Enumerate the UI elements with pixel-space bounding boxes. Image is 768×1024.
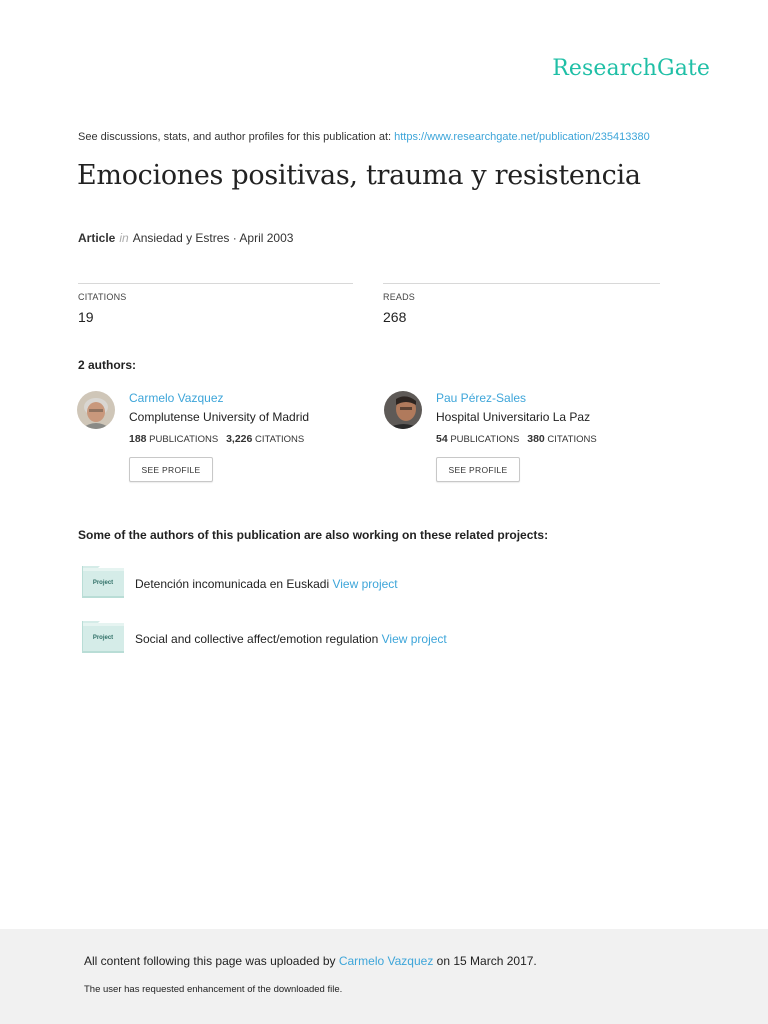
view-project-link[interactable]: View project	[381, 632, 447, 646]
project-title-text: Detención incomunicada en Euskadi	[135, 577, 330, 591]
author-citations-label: CITATIONS	[547, 434, 597, 445]
publication-type: Article	[78, 231, 116, 245]
author-card	[77, 391, 367, 491]
discussion-line	[78, 131, 650, 143]
author-institution: Hospital Universitario La Paz	[436, 410, 591, 424]
publications-label: PUBLICATIONS	[149, 434, 219, 445]
project-icon-label: Project	[92, 580, 114, 586]
citations-label: CITATIONS	[78, 292, 127, 302]
publication-url-link[interactable]: https://www.researchgate.net/publication/235413380	[394, 131, 650, 143]
citations-divider	[78, 283, 353, 284]
see-profile-button[interactable]: SEE PROFILE	[436, 457, 520, 482]
author-avatar[interactable]	[384, 391, 422, 429]
author-citations-count: 3,226	[226, 433, 253, 445]
reads-value: 268	[383, 309, 407, 325]
publication-meta	[78, 231, 293, 245]
view-project-link[interactable]: View project	[332, 577, 398, 591]
upload-prefix: All content following this page was uploaded by	[84, 954, 339, 968]
enhancement-note: The user has requested enhancement of the downloaded file.	[84, 984, 343, 995]
project-item	[82, 621, 682, 655]
author-stats	[129, 433, 304, 445]
author-card	[384, 391, 674, 491]
author-avatar[interactable]	[77, 391, 115, 429]
discussion-text: See discussions, stats, and author profiles for this publication at:	[78, 131, 395, 143]
author-name-link[interactable]: Pau Pérez-Sales	[436, 391, 527, 405]
upload-suffix: on 15 March 2017.	[433, 954, 537, 968]
author-institution: Complutense University of Madrid	[129, 410, 310, 424]
author-name-link[interactable]: Carmelo Vazquez	[129, 391, 224, 405]
project-folder-icon	[82, 621, 124, 653]
related-projects-heading: Some of the authors of this publication are also working on these related projects:	[78, 528, 549, 542]
footer-panel	[0, 929, 768, 1024]
researchgate-logo[interactable]: ResearchGate	[552, 56, 710, 81]
uploader-link[interactable]: Carmelo Vazquez	[338, 954, 434, 968]
author-citations-count: 380	[527, 433, 545, 445]
publications-count: 54	[436, 433, 448, 445]
project-item	[82, 566, 682, 600]
reads-label: READS	[383, 292, 416, 302]
publication-title: Emociones positivas, trauma y resistencia	[77, 160, 641, 191]
publications-label: PUBLICATIONS	[450, 434, 520, 445]
citations-value: 19	[78, 309, 94, 325]
project-title-text: Social and collective affect/emotion regulation	[135, 632, 379, 646]
upload-info	[84, 954, 537, 968]
project-title	[135, 577, 398, 591]
authors-heading: 2 authors:	[78, 358, 137, 372]
author-stats	[436, 433, 597, 445]
author-citations-label: CITATIONS	[255, 434, 305, 445]
see-profile-button[interactable]: SEE PROFILE	[129, 457, 213, 482]
publications-count: 188	[129, 433, 147, 445]
project-title	[135, 632, 447, 646]
reads-divider	[383, 283, 660, 284]
in-label: in	[119, 231, 129, 245]
project-icon-label: Project	[92, 635, 114, 641]
project-folder-icon	[82, 566, 124, 598]
venue-date: Ansiedad y Estres · April 2003	[132, 231, 294, 245]
